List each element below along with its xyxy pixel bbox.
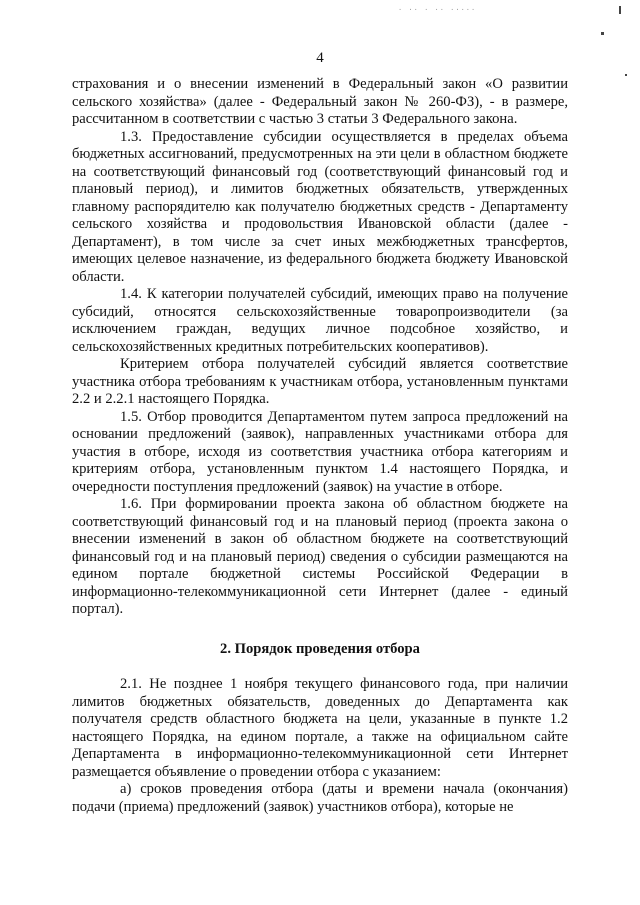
paragraph-2-1: 2.1. Не позднее 1 ноября текущего финансового года, при наличии лимитов бюджетных обязательств, доведенных до Департамента как получателя средств областного бюджета на цели, указанные в пункте 1.2 настоящего Порядка, на едином портале, а также на официальном сайте Департамента в информационно-телекоммуникационной сети Интернет размещается объявление о проведении отбора с указанием: xyxy=(72,676,568,780)
document-body xyxy=(72,76,568,816)
paragraph-1-6: 1.6. При формировании проекта закона об областном бюджете на соответствующий финансовый год и на плановый период (проекта закона о внесении изменений в закон об областном бюджете на соответствующий финансовый год и на плановый период) сведения о субсидии размещаются на едином портале бюджетной системы Российской Федерации в информационно-телекоммуникационной сети Интернет (далее - единый портал). xyxy=(72,496,568,617)
paragraph-1-5: 1.5. Отбор проводится Департаментом путем запроса предложений на основании предложений (заявок), направленных участниками отбора для участия в отборе, исходя из соответствия участника отбора категориям и критериям отбора, установленным пунктом 1.4 настоящего Порядка, и очередности поступления предложений (заявок) на участие в отборе. xyxy=(72,408,568,495)
section-heading: 2. Порядок проведения отбора xyxy=(220,640,420,657)
paragraph-criteria: Критерием отбора получателей субсидий является соответствие участника отбора требованиям к участникам отбора, установленным пунктами 2.2 и 2.2.1 настоящего Порядка. xyxy=(72,356,568,407)
scan-artifact-marks: · ·· · ·· ····· xyxy=(398,6,477,14)
paragraph-2-1-a: а) сроков проведения отбора (даты и времени начала (окончания) подачи (приема) предложений (заявок) участников отбора), которые не xyxy=(72,781,568,815)
scan-edge-mark xyxy=(601,32,604,35)
scan-edge-mark xyxy=(619,6,621,14)
paragraph-1-3: 1.3. Предоставление субсидии осуществляется в пределах объема бюджетных ассигнований, предусмотренных на эти цели в областном бюджете на соответствующий финансовый год (соответствующий финансовый год и плановый период), и лимитов бюджетных обязательств, утвержденных главному распорядителю как получателю бюджетных средств - Департаменту сельского хозяйства и продовольствия Ивановской области (далее - Департамент), в том числе за счет иных межбюджетных трансфертов, имеющих целевое назначение, из федерального бюджета бюджету Ивановской области. xyxy=(72,128,568,285)
scan-edge-mark xyxy=(625,74,627,76)
paragraph-1-4: 1.4. К категории получателей субсидий, имеющих право на получение субсидий, относятся сельскохозяйственные товаропроизводители (за исключением граждан, ведущих личное подсобное хозяйство, и сельскохозяйственных кредитных потребительских кооперативов). xyxy=(72,286,568,355)
paragraph-continuation: страхования и о внесении изменений в Федеральный закон «О развитии сельского хозяйства» (далее - Федеральный закон № 260-ФЗ), - в размере, рассчитанном в соответствии с частью 3 статьи 3 Федерального закона. xyxy=(72,76,568,127)
page-number: 4 xyxy=(316,50,324,66)
